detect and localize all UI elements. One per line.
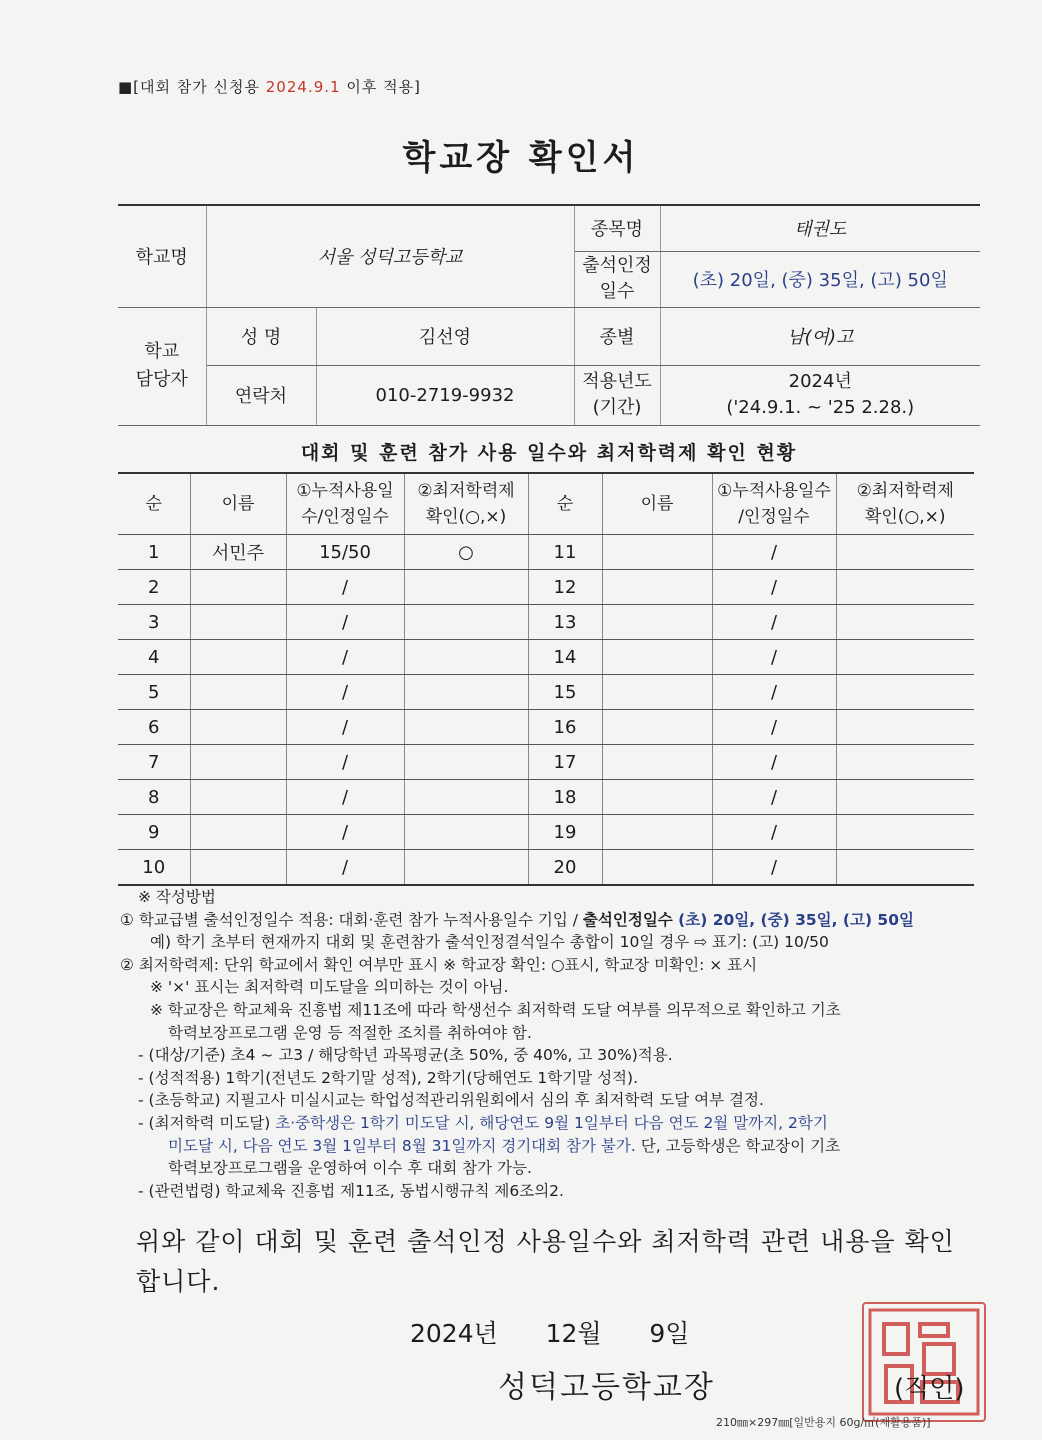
note-line-4: ※ '×' 표시는 최저학력 미도달을 의미하는 것이 아님. — [150, 978, 509, 997]
principal-name: 성덕고등학교장 — [498, 1370, 715, 1405]
note-line-10 — [120, 1112, 980, 1135]
row-num: 5 — [118, 675, 190, 710]
row-name2 — [602, 710, 712, 745]
row-check2 — [836, 815, 974, 850]
note-line-3: ② 최저학력제: 단위 학교에서 확인 여부만 표시 ※ 학교장 확인: ○표시, 학교장 미확인: × 표시 — [120, 955, 758, 974]
row-check2 — [836, 570, 974, 605]
row-num2: 11 — [528, 535, 602, 570]
row-days: / — [286, 780, 404, 815]
roster-table — [118, 472, 974, 886]
row-check2 — [836, 850, 974, 886]
header-note — [118, 76, 421, 97]
row-num: 3 — [118, 605, 190, 640]
row-num: 8 — [118, 780, 190, 815]
row-check2 — [836, 780, 974, 815]
gender-label: 종별 — [574, 307, 660, 365]
row-check: ○ — [404, 535, 528, 570]
row-check — [404, 640, 528, 675]
row-days: / — [286, 745, 404, 780]
row-name2 — [602, 535, 712, 570]
row-days2: / — [712, 710, 836, 745]
row-num2: 18 — [528, 780, 602, 815]
header-days2: ①누적사용일수 /인정일수 — [712, 473, 836, 535]
row-check — [404, 605, 528, 640]
year-cell — [660, 365, 980, 425]
note-line-5: ※ 학교장은 학교체육 진흥법 제11조에 따라 학생선수 최저학력 도달 여부를 의무적으로 확인하고 기초 — [150, 1000, 841, 1019]
school-value: 서울 성덕고등학교 — [206, 205, 574, 307]
note-line-2: 예) 학기 초부터 현재까지 대회 및 훈련참가 출석인정결석일수 총합이 10일 경우 ⇨ 표기: (고) 10/50 — [150, 933, 829, 952]
header-name2: 이름 — [602, 473, 712, 535]
year-value: 2024년 — [788, 371, 852, 392]
table-row — [118, 815, 974, 850]
document-title: 학교장 확인서 — [402, 138, 640, 178]
note-line-1-text: ① 학교급별 출석인정일수 적용: 대회·훈련 참가 누적사용일수 기입 / — [120, 910, 583, 929]
confirmation-text: 위와 같이 대회 및 훈련 출석인정 사용일수와 최저학력 관련 내용을 확인합니다. — [136, 1227, 955, 1296]
row-name2 — [602, 780, 712, 815]
sport-value: 태권도 — [660, 205, 980, 251]
name-value: 김선영 — [316, 307, 574, 365]
header-num2: 순 — [528, 473, 602, 535]
row-check — [404, 570, 528, 605]
row-name2 — [602, 850, 712, 886]
note-line-1-blue: (초) 20일, (중) 35일, (고) 50일 — [672, 910, 914, 929]
table-row — [118, 710, 974, 745]
row-num: 2 — [118, 570, 190, 605]
notes-heading: ※ 작성방법 — [138, 888, 216, 906]
row-days: / — [286, 850, 404, 886]
row-name2 — [602, 570, 712, 605]
row-days: / — [286, 675, 404, 710]
row-num2: 16 — [528, 710, 602, 745]
row-num2: 15 — [528, 675, 602, 710]
row-check2 — [836, 710, 974, 745]
row-name — [190, 675, 286, 710]
contact-label: 연락처 — [206, 365, 316, 425]
row-num2: 13 — [528, 605, 602, 640]
row-num: 4 — [118, 640, 190, 675]
row-days: / — [286, 815, 404, 850]
row-days2: / — [712, 850, 836, 886]
table-row — [118, 780, 974, 815]
row-days2: / — [712, 535, 836, 570]
row-num: 9 — [118, 815, 190, 850]
row-num2: 12 — [528, 570, 602, 605]
contact-value: 010-2719-9932 — [316, 365, 574, 425]
row-num: 10 — [118, 850, 190, 886]
row-name2 — [602, 675, 712, 710]
roster-header-row — [118, 473, 974, 535]
row-name — [190, 745, 286, 780]
note-line-9: - (초등학교) 지필고사 미실시교는 학업성적관리위원회에서 심의 후 최저학력 도달 여부 결정. — [138, 1091, 764, 1110]
manager-label: 학교 담당자 — [118, 307, 206, 425]
row-days2: / — [712, 640, 836, 675]
school-label: 학교명 — [118, 205, 206, 307]
header-check2: ②최저학력제 확인(○,×) — [836, 473, 974, 535]
note-line-8: - (성적적용) 1학기(전년도 2학기말 성적), 2학기(당해연도 1학기말 성적). — [138, 1068, 638, 1087]
main-heading: 대회 및 훈련 참가 사용 일수와 최저학력제 확인 현황 — [300, 442, 798, 464]
date-month: 12월 — [545, 1319, 602, 1348]
issue-date — [410, 1314, 689, 1350]
row-name — [190, 815, 286, 850]
row-name: 서민주 — [190, 535, 286, 570]
note-line-1 — [120, 909, 980, 932]
note-line-10-label: - (최저학력 미도달) — [138, 1113, 276, 1132]
row-name2 — [602, 745, 712, 780]
row-days: / — [286, 570, 404, 605]
table-row — [118, 535, 974, 570]
row-days2: / — [712, 570, 836, 605]
date-year: 2024년 — [410, 1319, 498, 1348]
row-check — [404, 745, 528, 780]
note-line-11 — [120, 1135, 980, 1158]
table-row — [118, 745, 974, 780]
row-check2 — [836, 675, 974, 710]
row-check2 — [836, 640, 974, 675]
header-check: ②최저학력제 확인(○,×) — [404, 473, 528, 535]
row-check — [404, 850, 528, 886]
note-line-7: - (대상/기준) 초4 ~ 고3 / 해당학년 과목평균(초 50%, 중 40%, 고 30%)적용. — [138, 1046, 673, 1065]
note-line-6: 학력보장프로그램 운영 등 적절한 조치를 취하여야 함. — [168, 1023, 532, 1042]
table-row — [118, 675, 974, 710]
row-days2: / — [712, 815, 836, 850]
note-line-11-text: 단, 고등학생은 학교장이 기초 — [635, 1136, 841, 1155]
seal-label: (직인) — [894, 1374, 965, 1404]
row-num: 1 — [118, 535, 190, 570]
row-num2: 17 — [528, 745, 602, 780]
year-label: 적용년도 (기간) — [574, 365, 660, 425]
row-name — [190, 605, 286, 640]
period-value: ('24.9.1. ~ '25 2.28.) — [726, 397, 915, 418]
row-check2 — [836, 745, 974, 780]
row-num2: 20 — [528, 850, 602, 886]
note-line-1-bold: 출석인정일수 — [582, 910, 673, 929]
row-num: 7 — [118, 745, 190, 780]
row-check — [404, 710, 528, 745]
note-line-10-blue: 초·중학생은 1학기 미도달 시, 해당연도 9월 1일부터 다음 연도 2월 말까지, 2학기 — [275, 1113, 828, 1132]
note-line-13: - (관련법령) 학교체육 진흥법 제11조, 동법시행규칙 제6조의2. — [138, 1181, 564, 1200]
table-row — [118, 850, 974, 886]
row-days2: / — [712, 605, 836, 640]
table-row — [118, 640, 974, 675]
footer-note: 210㎜×297㎜[일반용지 60g/㎡(재활용품)] — [716, 1416, 931, 1429]
row-name2 — [602, 640, 712, 675]
row-days2: / — [712, 745, 836, 780]
row-num: 6 — [118, 710, 190, 745]
info-table — [118, 204, 980, 426]
attend-value: (초) 20일, (중) 35일, (고) 50일 — [660, 251, 980, 307]
row-days: / — [286, 640, 404, 675]
row-days2: / — [712, 675, 836, 710]
row-check — [404, 780, 528, 815]
name-label: 성 명 — [206, 307, 316, 365]
header-num: 순 — [118, 473, 190, 535]
row-check — [404, 675, 528, 710]
header-note-prefix: ■[대회 참가 신청용 — [118, 78, 266, 96]
row-name — [190, 570, 286, 605]
row-days: / — [286, 605, 404, 640]
table-row — [118, 570, 974, 605]
gender-value: 남(여)고 — [660, 307, 980, 365]
attend-label: 출석인정 일수 — [574, 251, 660, 307]
row-check2 — [836, 535, 974, 570]
row-name — [190, 850, 286, 886]
row-days2: / — [712, 780, 836, 815]
header-note-suffix: 이후 적용] — [340, 78, 421, 96]
row-name — [190, 710, 286, 745]
table-row — [118, 605, 974, 640]
row-name — [190, 780, 286, 815]
row-days: / — [286, 710, 404, 745]
row-name2 — [602, 815, 712, 850]
row-num2: 19 — [528, 815, 602, 850]
row-check2 — [836, 605, 974, 640]
row-days: 15/50 — [286, 535, 404, 570]
sport-label: 종목명 — [574, 205, 660, 251]
header-note-date: 2024.9.1 — [265, 78, 341, 96]
header-days: ①누적사용일 수/인정일수 — [286, 473, 404, 535]
row-check — [404, 815, 528, 850]
note-line-12: 학력보장프로그램을 운영하여 이수 후 대회 참가 가능. — [168, 1159, 532, 1178]
header-name: 이름 — [190, 473, 286, 535]
note-line-11-blue: 미도달 시, 다음 연도 3월 1일부터 8월 31일까지 경기대회 참가 불가. — [168, 1136, 636, 1155]
instructions — [120, 886, 980, 1202]
date-day: 9일 — [649, 1319, 690, 1348]
row-name — [190, 640, 286, 675]
row-num2: 14 — [528, 640, 602, 675]
row-name2 — [602, 605, 712, 640]
